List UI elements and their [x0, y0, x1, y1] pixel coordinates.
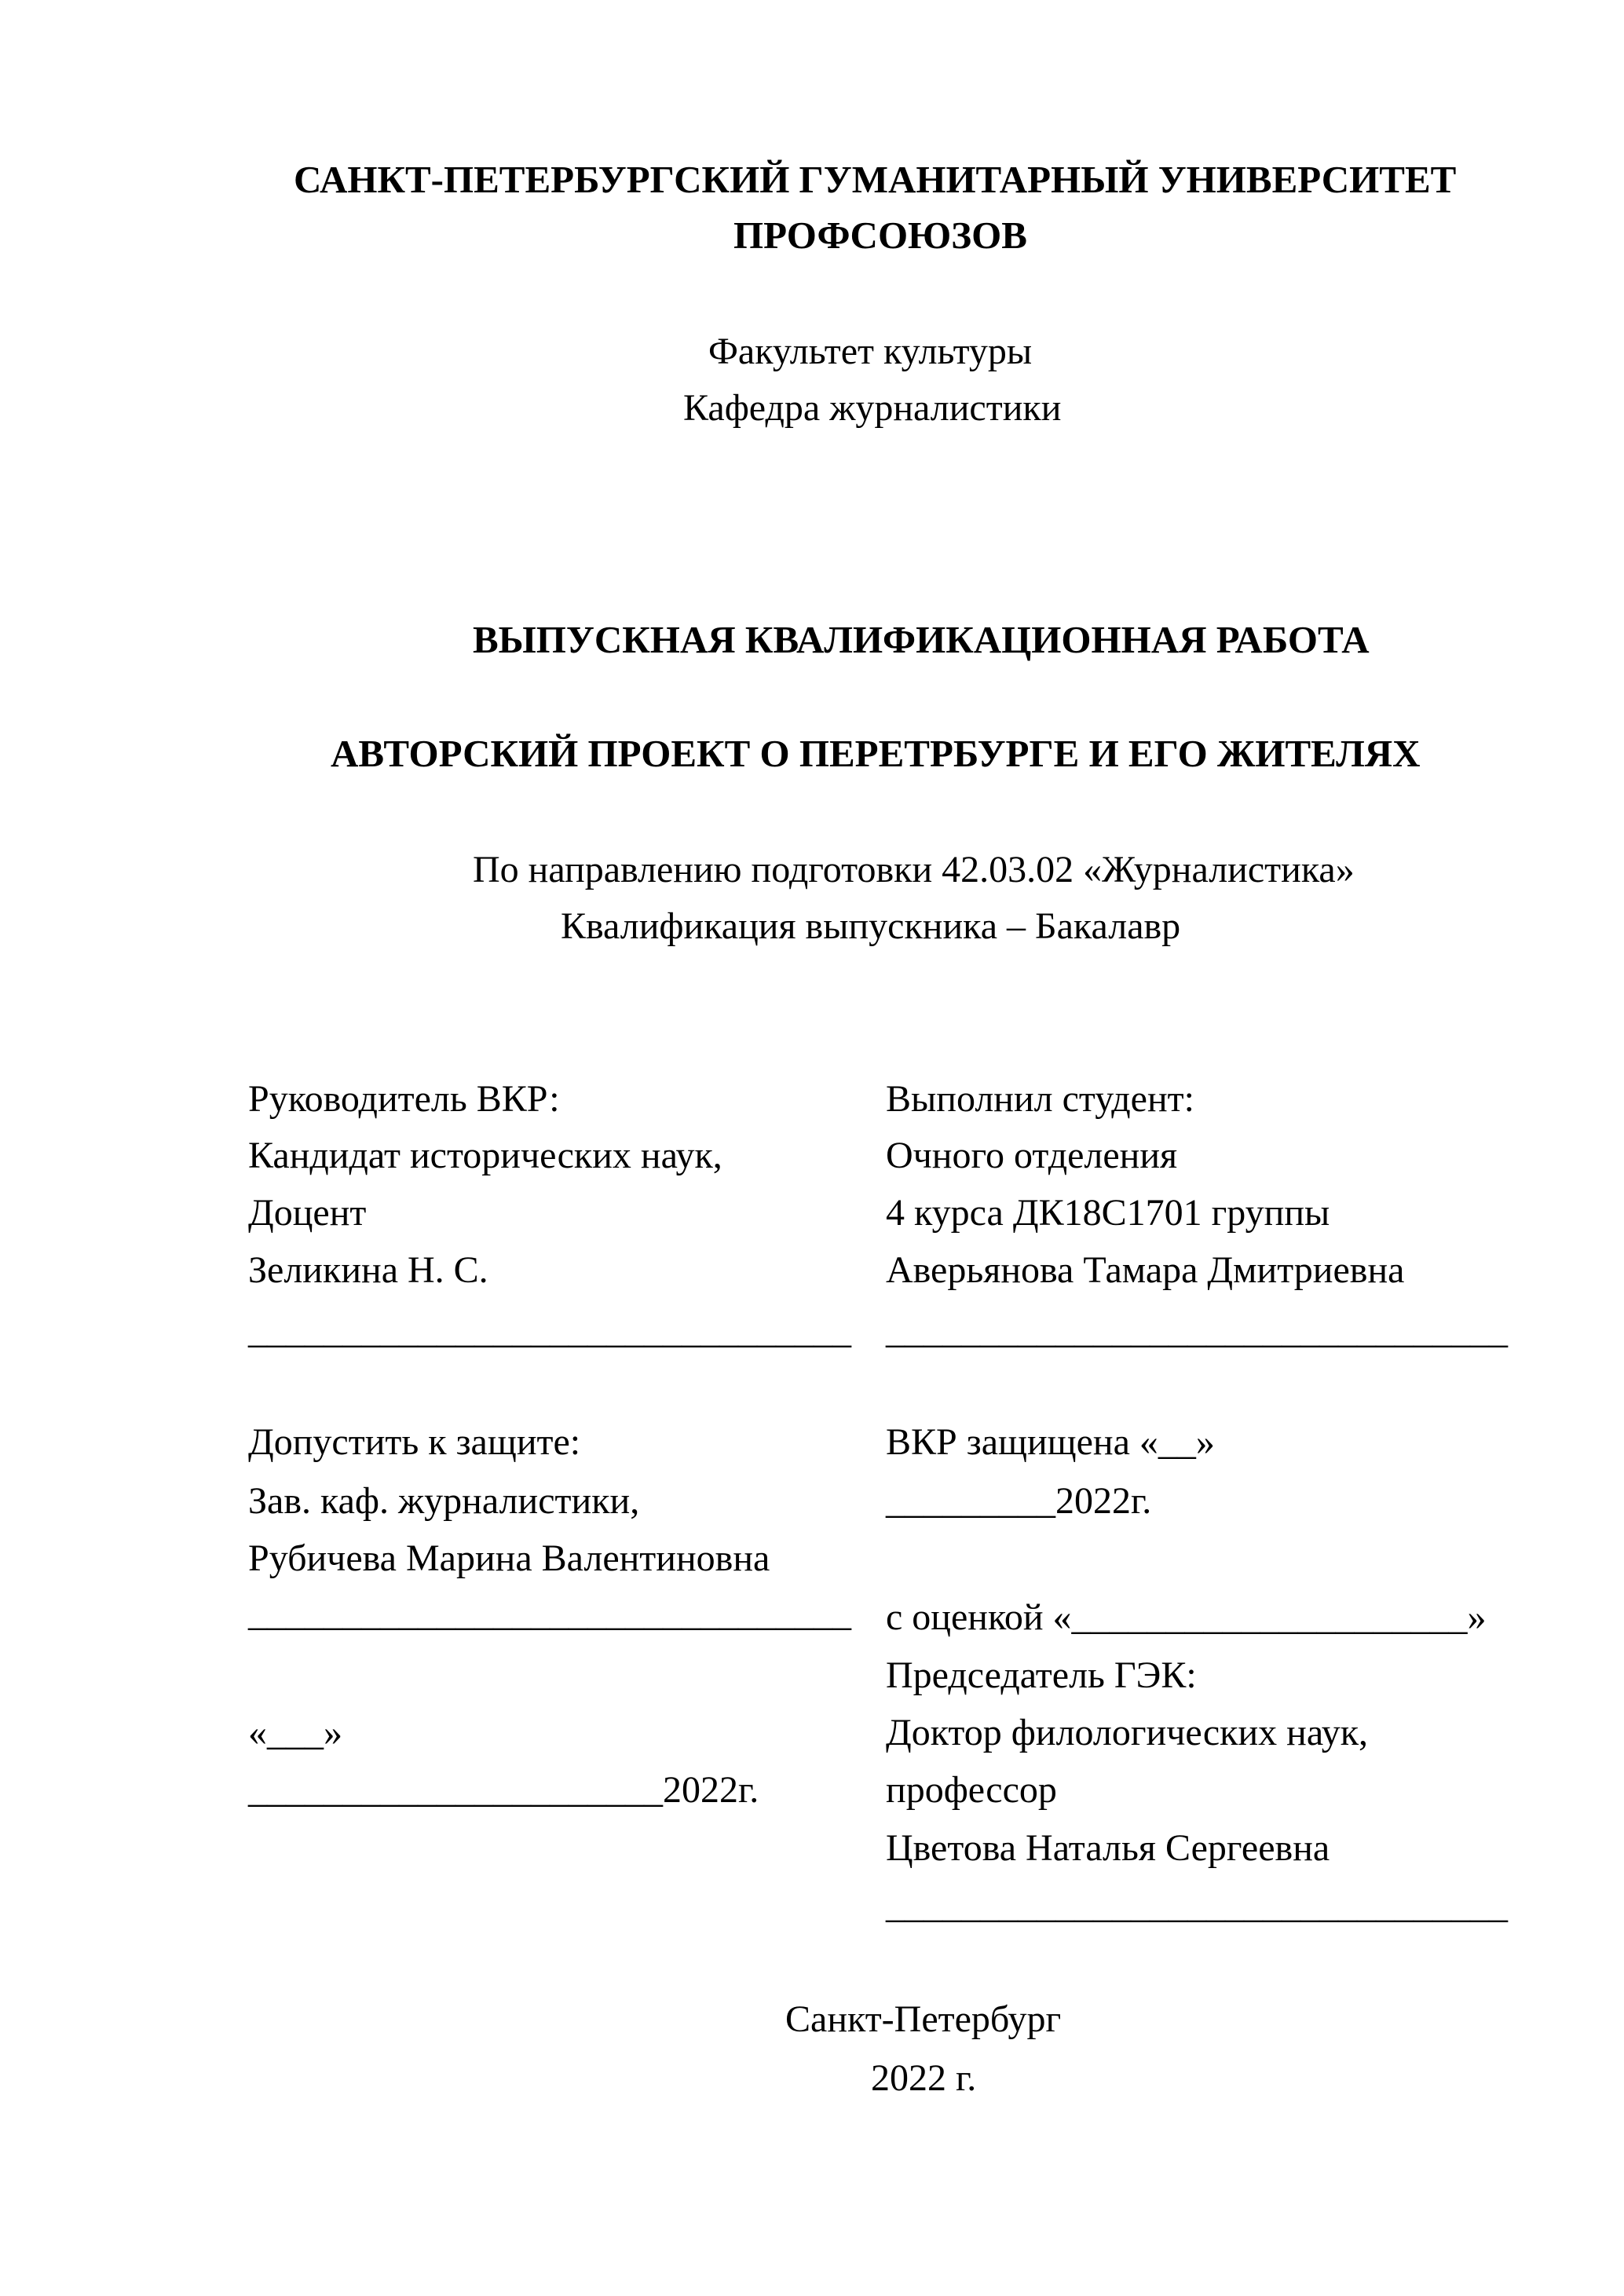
supervisor-signature-line: ________________________________ — [248, 1310, 851, 1351]
qualification: Квалификация выпускника – Бакалавр — [561, 905, 1181, 947]
chair-title: профессор — [886, 1769, 1057, 1811]
supervisor-degree: Кандидат исторических наук, — [248, 1135, 722, 1176]
supervisor-name: Зеликина Н. С. — [248, 1249, 488, 1291]
admit-date-day: «___» — [248, 1712, 342, 1753]
work-title: АВТОРСКИЙ ПРОЕКТ О ПЕРЕТРБУРГЕ И ЕГО ЖИТЕЛЯХ — [331, 732, 1421, 775]
student-name: Аверьянова Тамара Дмитриевна — [886, 1249, 1405, 1291]
university-name-line2: ПРОФСОЮЗОВ — [733, 214, 1027, 257]
work-type: ВЫПУСКНАЯ КВАЛИФИКАЦИОННАЯ РАБОТА — [473, 618, 1370, 661]
defended-year: _________2022г. — [886, 1480, 1152, 1522]
admit-date-year: ______________________2022г. — [248, 1769, 759, 1811]
head-title: Зав. каф. журналистики, — [248, 1480, 640, 1522]
supervisor-title: Доцент — [248, 1192, 367, 1234]
student-form: Очного отделения — [886, 1135, 1178, 1176]
student-group: 4 курса ДК18С1701 группы — [886, 1192, 1330, 1234]
university-name-line1: САНКТ-ПЕТЕРБУРГСКИЙ ГУМАНИТАРНЫЙ УНИВЕРСИТЕТ — [294, 158, 1457, 201]
direction: По направлению подготовки 42.03.02 «Журналистика» — [473, 849, 1355, 890]
admit-label: Допустить к защите: — [248, 1421, 581, 1463]
chair-label: Председатель ГЭК: — [886, 1654, 1197, 1696]
student-label: Выполнил студент: — [886, 1078, 1194, 1120]
department: Кафедра журналистики — [683, 387, 1062, 429]
chair-signature-line: _________________________________ — [886, 1885, 1508, 1926]
chair-degree: Доктор филологических наук, — [886, 1712, 1369, 1753]
year: 2022 г. — [871, 2057, 977, 2099]
faculty: Факультет культуры — [708, 331, 1033, 372]
head-signature-line: ________________________________ — [248, 1592, 851, 1634]
student-signature-line: _________________________________ — [886, 1310, 1508, 1351]
city: Санкт-Петербург — [785, 1998, 1062, 2040]
grade: с оценкой «_____________________» — [886, 1596, 1487, 1638]
head-name: Рубичева Марина Валентиновна — [248, 1537, 770, 1579]
defended-date: ВКР защищена «__» — [886, 1421, 1215, 1463]
chair-name: Цветова Наталья Сергеевна — [886, 1827, 1330, 1869]
supervisor-label: Руководитель ВКР: — [248, 1078, 560, 1120]
